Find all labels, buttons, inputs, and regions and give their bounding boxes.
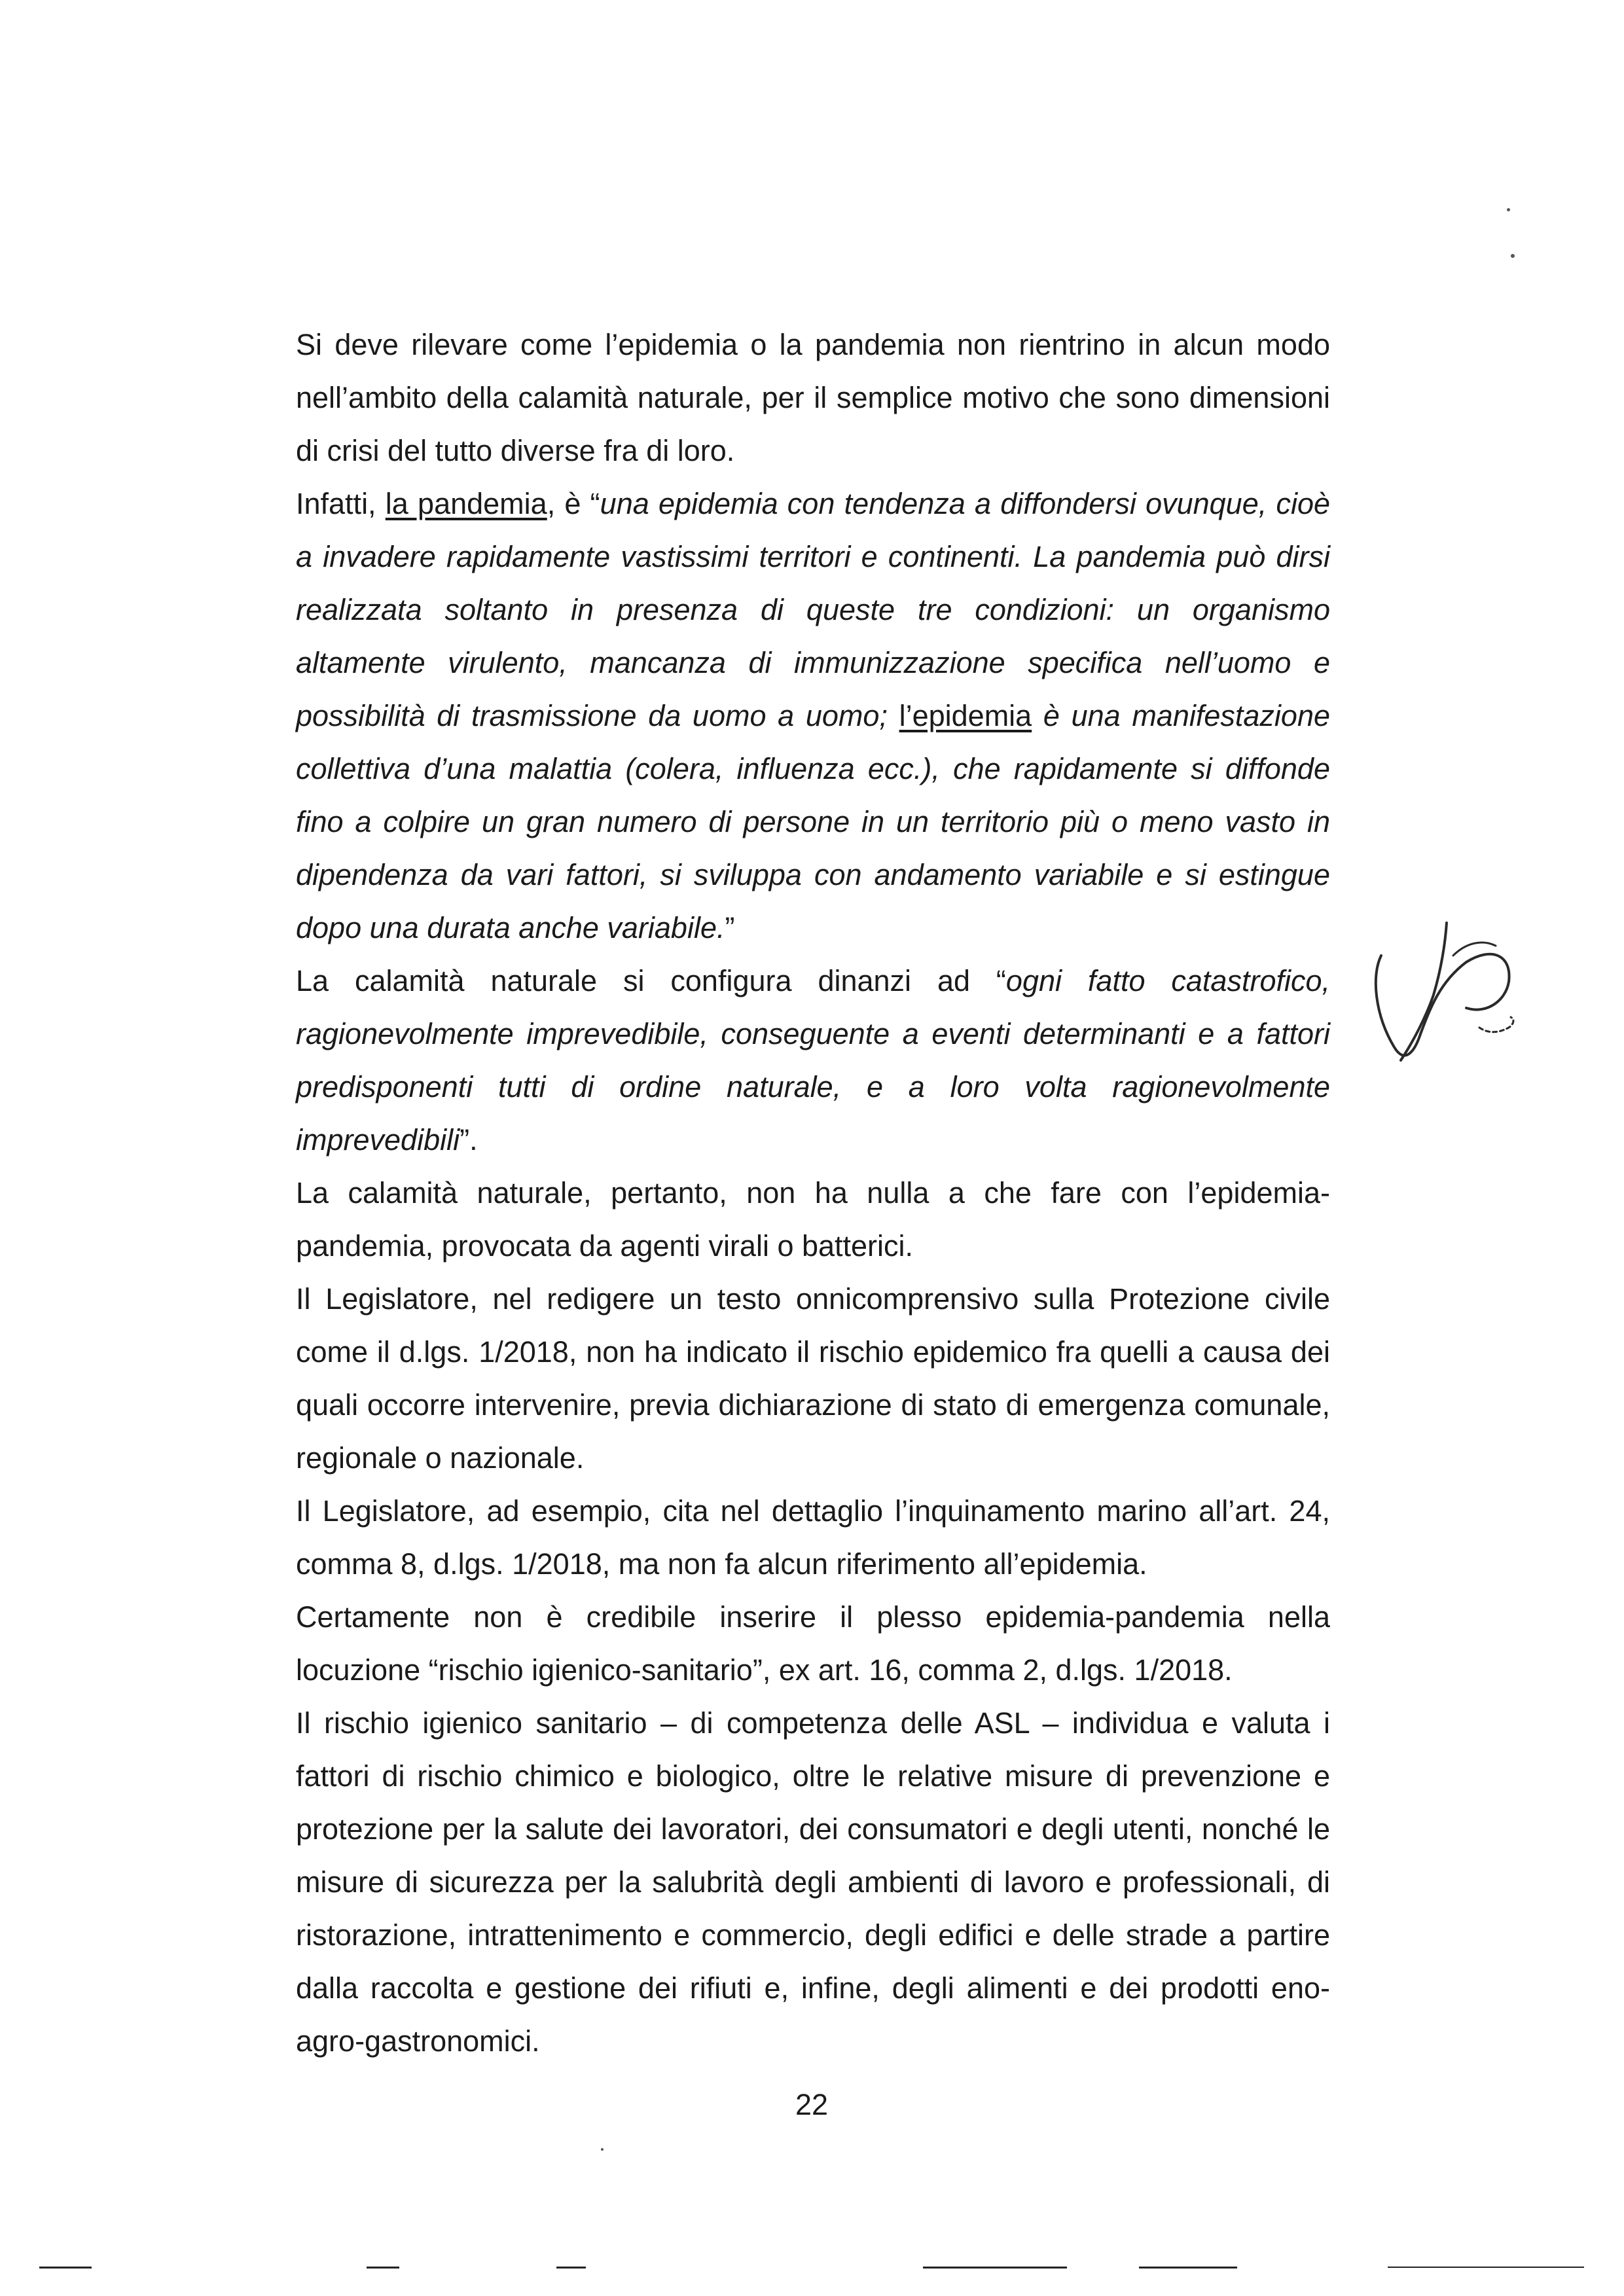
scan-edge-mark: [367, 2267, 399, 2269]
body-paragraph: [296, 1272, 1330, 1484]
body-paragraph: [296, 1484, 1330, 1590]
quoted-definition: una epidemia con tendenza a diffondersi ovunque, cioè a invadere rapidamente vastissimi territori e continenti. La pandemia può dirsi realizzata soltanto in presenza di queste tre condizioni: un organismo altamente virulento, mancanza di immunizzazione specifica nell’uomo e possibilità di trasmissione da uomo a uomo;: [296, 487, 1331, 732]
body-paragraph: [296, 318, 1330, 477]
scan-speck: [601, 2148, 604, 2151]
body-paragraph: [296, 1166, 1330, 1272]
scan-speck: [1511, 254, 1515, 258]
handwritten-initials-signature: [1368, 916, 1525, 1067]
body-paragraph: [296, 477, 1330, 954]
scan-edge-mark: [923, 2267, 1067, 2269]
paragraph-text: Il Legislatore, ad esempio, cita nel dettaglio l’inquinamento marino all’art. 24, comma 8, d.lgs. 1/2018, ma non fa alcun riferimento all’epidemia.: [296, 1494, 1330, 1581]
page-number: 22: [795, 2088, 829, 2121]
body-paragraph: [296, 1590, 1330, 1696]
underlined-term: la pandemia: [385, 487, 547, 520]
scan-edge-mark: [556, 2267, 586, 2269]
document-body: [296, 318, 1330, 2068]
paragraph-text: Il Legislatore, nel redigere un testo onnicomprensivo sulla Protezione civile come il d.lgs. 1/2018, non ha indicato il rischio epidemico fra quelli a causa dei quali occorre intervenire, previa dichiarazione di stato di emergenza comunale, regionale o nazionale.: [296, 1282, 1330, 1475]
body-paragraph: [296, 1696, 1330, 2068]
underlined-term: l’epidemia: [899, 699, 1032, 732]
paragraph-text: Si deve rilevare come l’epidemia o la pandemia non rientrino in alcun modo nell’ambito della calamità naturale, per il semplice motivo che sono dimensioni di crisi del tutto diverse fra di loro.: [296, 328, 1330, 467]
paragraph-text: La calamità naturale, pertanto, non ha nulla a che fare con l’epidemia-pandemia, provocata da agenti virali o batterici.: [296, 1176, 1330, 1263]
paragraph-text: La calamità naturale si configura dinanzi ad “: [296, 964, 1006, 997]
paragraph-text: , è “: [547, 487, 600, 520]
paragraph-text: ”.: [460, 1123, 478, 1157]
paragraph-text: Infatti,: [296, 487, 386, 520]
body-paragraph: [296, 954, 1330, 1166]
paragraph-text: Il rischio igienico sanitario – di competenza delle ASL – individua e valuta i fattori di rischio chimico e biologico, oltre le relative misure di prevenzione e protezione per la salute dei lavoratori, dei consumatori e degli utenti, nonché le misure di sicurezza per la salubrità degli ambienti di lavoro e professionali, di ristorazione, intrattenimento e commercio, degli edifici e delle strade a partire dalla raccolta e gestione dei rifiuti e, infine, degli alimenti e dei prodotti eno-agro-gastronomici.: [296, 1706, 1330, 2058]
quoted-definition: è una manifestazione collettiva d’una malattia (colera, influenza ecc.), che rapidamente si diffonde fino a colpire un gran numero di persone in un territorio più o meno vasto in dipendenza da vari fattori, si sviluppa con andamento variabile e si estingue dopo una durata anche variabile.: [296, 699, 1330, 944]
paragraph-text: ”: [725, 911, 735, 944]
scan-edge-mark: [1388, 2267, 1584, 2268]
quoted-definition: ogni fatto catastrofico, ragionevolmente imprevedibile, conseguente a eventi determinanti e a fattori predisponenti tutti di ordine naturale, e a loro volta ragionevolmente imprevedibili: [296, 964, 1330, 1157]
scan-edge-mark: [39, 2267, 92, 2269]
scan-speck: [1507, 208, 1510, 211]
scan-edge-mark: [1139, 2267, 1237, 2269]
paragraph-text: Certamente non è credibile inserire il plesso epidemia-pandemia nella locuzione “rischio igienico-sanitario”, ex art. 16, comma 2, d.lgs. 1/2018.: [296, 1600, 1330, 1687]
